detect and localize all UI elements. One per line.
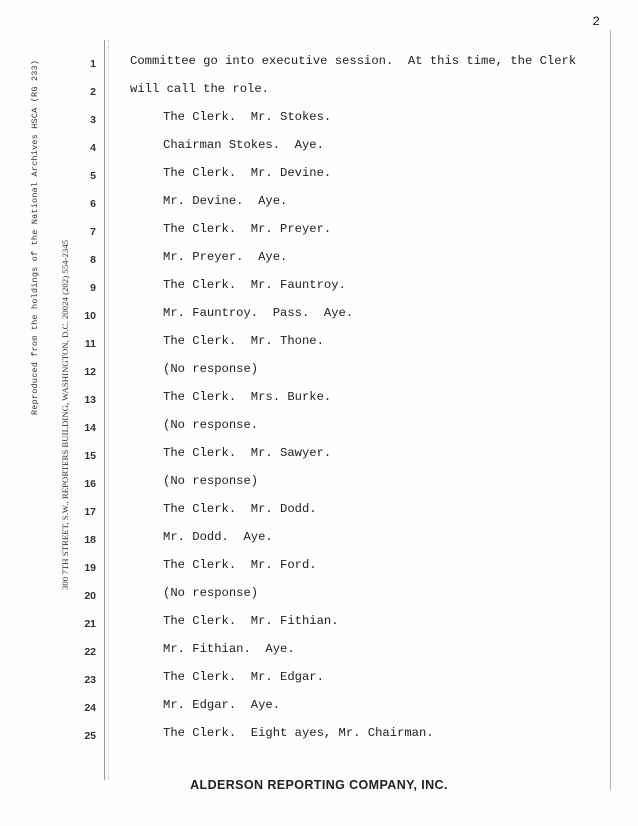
transcript-line [0,110,638,130]
transcript-line [0,194,638,214]
line-text: (No response) [163,586,259,600]
line-number: 21 [84,618,96,630]
transcript-line [0,446,638,466]
line-text: Mr. Devine. Aye. [163,194,288,208]
transcript-line [0,502,638,522]
line-text: The Clerk. Mr. Dodd. [163,502,317,516]
line-number: 3 [90,114,96,126]
line-number: 12 [84,366,96,378]
transcript-line [0,558,638,578]
reporter-address: 300 7TH STREET, S.W., REPORTERS BUILDING, WASHINGTON, D.C. 20024 (202) 554-2345 [60,239,70,590]
transcript-line [0,726,638,746]
line-number: 15 [84,450,96,462]
transcript-line [0,334,638,354]
line-number: 24 [84,702,96,714]
line-text: Mr. Fithian. Aye. [163,642,295,656]
line-number: 20 [84,590,96,602]
line-text: The Clerk. Mr. Fithian. [163,614,339,628]
line-text: Mr. Dodd. Aye. [163,530,273,544]
transcript-line [0,306,638,326]
line-number: 10 [84,310,96,322]
line-number: 22 [84,646,96,658]
transcript-line [0,642,638,662]
transcript-line [0,474,638,494]
transcript-line [0,586,638,606]
line-number: 13 [84,394,96,406]
line-text: (No response) [163,474,259,488]
line-number: 2 [90,86,96,98]
line-text: The Clerk. Mr. Preyer. [163,222,332,236]
transcript-line [0,614,638,634]
transcript-line [0,698,638,718]
line-number: 8 [90,254,96,266]
line-text: Mr. Preyer. Aye. [163,250,288,264]
line-number: 16 [84,478,96,490]
line-text: The Clerk. Eight ayes, Mr. Chairman. [163,726,434,740]
line-text: The Clerk. Mr. Sawyer. [163,446,332,460]
line-number: 14 [84,422,96,434]
line-number: 1 [90,58,96,70]
transcript-line [0,418,638,438]
line-text: The Clerk. Mr. Ford. [163,558,317,572]
line-text: The Clerk. Mrs. Burke. [163,390,332,404]
line-number: 17 [84,506,96,518]
line-text: The Clerk. Mr. Fauntroy. [163,278,346,292]
line-number: 19 [84,562,96,574]
transcript-line [0,530,638,550]
line-text: Mr. Edgar. Aye. [163,698,281,712]
line-number: 23 [84,674,96,686]
transcript-line [0,390,638,410]
line-number: 25 [84,730,96,742]
transcript-line [0,82,638,102]
page-number: 2 [592,14,600,29]
line-number: 9 [90,282,96,294]
transcript-line [0,54,638,74]
line-text: Mr. Fauntroy. Pass. Aye. [163,306,354,320]
line-text: The Clerk. Mr. Devine. [163,166,332,180]
line-number: 4 [90,142,96,154]
line-text: The Clerk. Mr. Stokes. [163,110,332,124]
transcript-line [0,166,638,186]
line-text: (No response) [163,362,259,376]
line-number: 11 [84,338,96,350]
line-text: Chairman Stokes. Aye. [163,138,324,152]
reporting-company-footer: ALDERSON REPORTING COMPANY, INC. [190,778,448,792]
line-text: The Clerk. Mr. Thone. [163,334,324,348]
line-number: 5 [90,170,96,182]
line-number: 6 [90,198,96,210]
line-text: Committee go into executive session. At this time, the Clerk [130,54,577,68]
transcript-line [0,362,638,382]
transcript-line [0,278,638,298]
archive-note: Reproduced from the holdings of the National Archives HSCA (RG 233) [30,59,40,415]
transcript-line [0,222,638,242]
line-number: 7 [90,226,96,238]
line-text: The Clerk. Mr. Edgar. [163,670,324,684]
transcript-line [0,250,638,270]
transcript-line [0,670,638,690]
line-number: 18 [84,534,96,546]
transcript-line [0,138,638,158]
line-text: (No response. [163,418,259,432]
line-text: will call the role. [130,82,269,96]
